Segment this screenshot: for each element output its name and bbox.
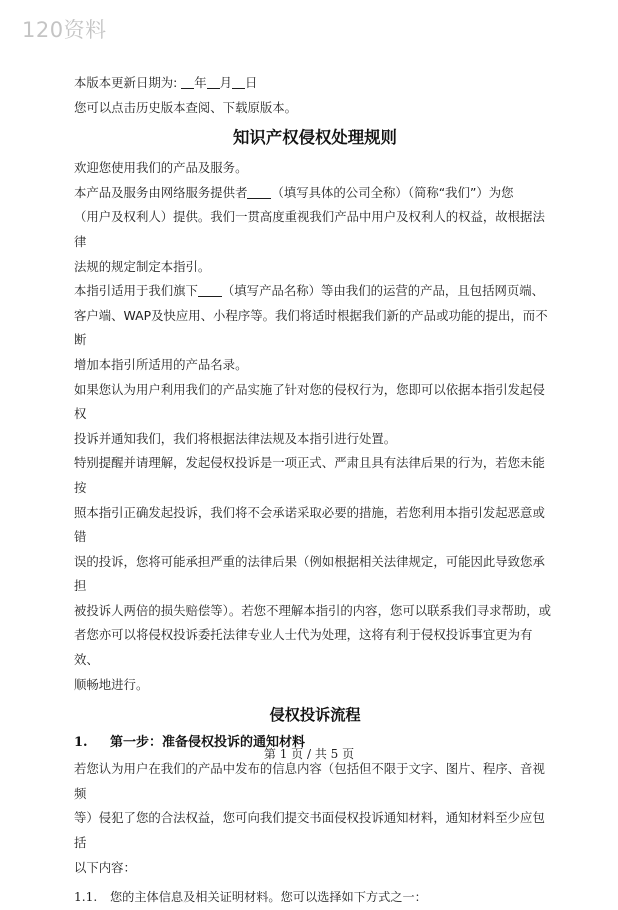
sub-item-1-1: [74, 884, 556, 910]
step-1-line-1: 若您认为用户在我们的产品中发布的信息内容（包括但不限于文字、图片、程序、音视频: [74, 761, 545, 801]
scope-prefix: 本指引适用于我们旗下: [74, 283, 198, 299]
scope-line-2: 客户端、WAP及快应用、小程序等。我们将适时根据我们新的产品或功能的提出，而不断: [74, 307, 548, 348]
year-label: 年: [194, 75, 207, 90]
reminder-line-2: 照本指引正确发起投诉，我们将不会承诺采取必要的措施，若您利用本指引发起恶意或错: [74, 504, 545, 545]
document-title: 知识产权侵权处理规则: [233, 128, 397, 148]
complaint-line-1: 如果您认为用户利用我们的产品实施了针对您的侵权行为，您即可以依据本指引发起侵权: [74, 381, 545, 422]
step-1-line-2: 等）侵犯了您的合法权益，您可向我们提交书面侵权投诉通知材料，通知材料至少应包括: [74, 810, 545, 851]
reminder-line-4: 被投诉人两倍的损失赔偿等）。若您不理解本指引的内容，您可以联系我们寻求帮助，或: [74, 602, 552, 618]
scope-suffix: （填写产品名称）等由我们的运营的产品，且包括网页端、: [221, 283, 545, 299]
reminder-line-5: 者您亦可以将侵权投诉委托法律专业人士代为处理，这将有利于侵权投诉事宜更为有效、: [74, 627, 533, 668]
section-title: 侵权投诉流程: [269, 706, 361, 725]
product-name-blank: [198, 282, 222, 297]
company-name-blank: [247, 184, 271, 199]
reminder-line-6: 顺畅地进行。: [74, 676, 149, 692]
page-footer: 第 1 页 / 共 5 页: [263, 747, 355, 761]
scope-line-3: 增加本指引所适用的产品名录。: [74, 356, 248, 372]
reminder-line-3: 误的投诉，您将可能承担严重的法律后果（例如根据相关法律规定，可能因此导致您承担: [74, 553, 545, 594]
provider-suffix: （填写具体的公司全称）（简称“我们”）为您: [271, 184, 514, 200]
provider-prefix: 本产品及服务由网络服务提供者: [74, 184, 248, 200]
provider-line-1: [74, 181, 556, 206]
month-blank: [207, 74, 220, 89]
sub-item-1-1-text: 您的主体信息及相关证明材料。您可以选择如下方式之一：: [110, 890, 427, 905]
document-page: [74, 71, 556, 910]
step-1-number: 1.: [74, 735, 88, 751]
year-blank: [181, 74, 194, 89]
day-blank: [232, 74, 245, 89]
step-1-line-3: 以下内容：: [74, 859, 136, 875]
month-label: 月: [219, 75, 233, 90]
sub-item-1-1-number: 1.1.: [74, 890, 98, 905]
provider-line-2: （用户及权利人）提供。我们一贯高度重视我们产品中用户及权利人的权益，故根据法律: [74, 209, 545, 249]
provider-line-3: 法规的规定制定本指引。: [74, 258, 211, 274]
day-label: 日: [245, 75, 258, 90]
reminder-line-1: 特别提醒并请理解，发起侵权投诉是一项正式、严肃且具有法律后果的行为，若您未能按: [74, 455, 545, 495]
update-date-prefix: 本版本更新日期为:: [74, 75, 178, 90]
welcome-text: 欢迎您使用我们的产品及服务。: [74, 160, 248, 176]
step-1-title: 第一步：准备侵权投诉的通知材料: [110, 735, 306, 751]
history-version-note: 您可以点击历史版本查阅、下载原版本。: [74, 99, 298, 115]
complaint-line-2: 投诉并通知我们，我们将根据法律法规及本指引进行处置。: [74, 430, 397, 446]
update-date-line: [74, 71, 556, 96]
scope-line-1: [74, 279, 556, 304]
watermark-logo: 120资料: [22, 18, 107, 42]
